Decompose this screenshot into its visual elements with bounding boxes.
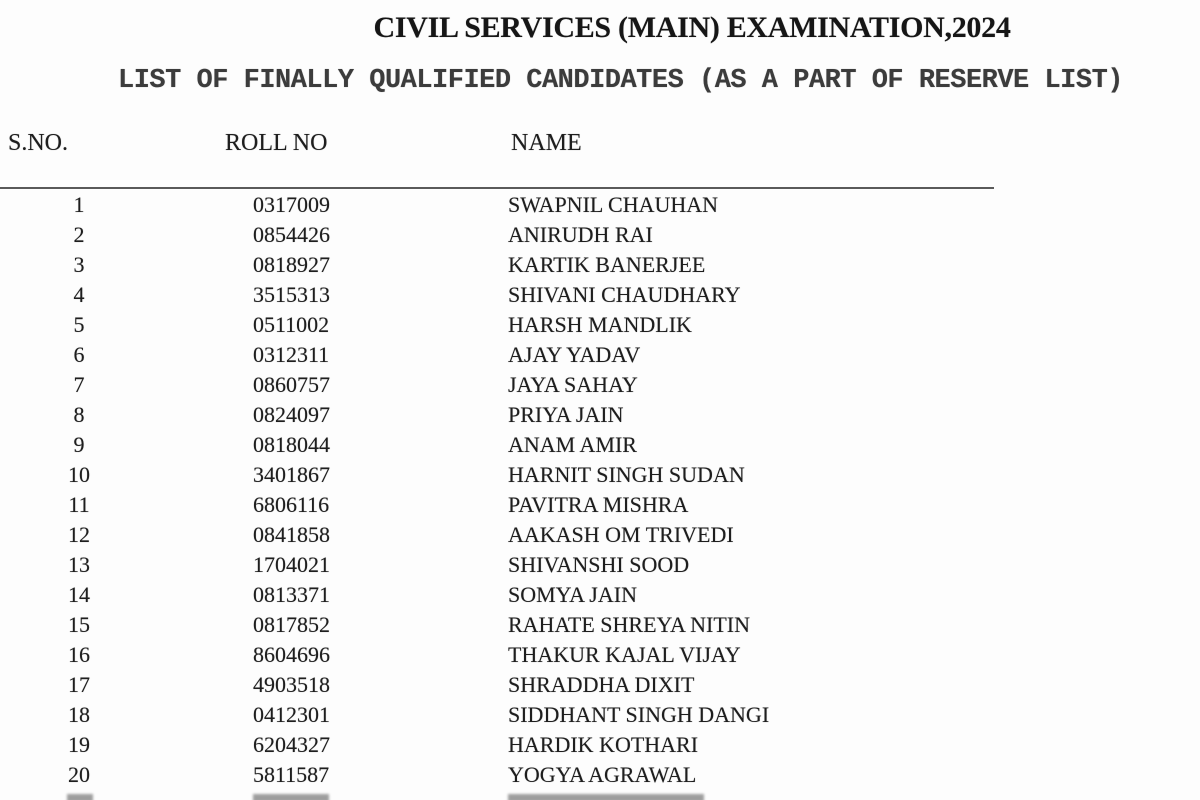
candidate-sno: 11 — [68, 492, 90, 517]
candidate-name: HARSH MANDLIK — [508, 312, 692, 337]
candidate-sno: 9 — [73, 432, 85, 457]
candidate-row — [0, 310, 1200, 340]
list-subtitle: LIST OF FINALLY QUALIFIED CANDIDATES (AS A PART OF RESERVE LIST) — [118, 66, 1123, 96]
candidate-row — [0, 430, 1200, 460]
candidate-sno: 17 — [68, 672, 90, 697]
candidate-sno: 6 — [73, 342, 85, 367]
candidate-roll: 0824097 — [253, 402, 330, 427]
candidate-sno: 1 — [73, 192, 85, 217]
candidate-roll: 0813371 — [253, 582, 330, 607]
candidate-name: JAYA SAHAY — [508, 372, 638, 397]
candidate-name: PAVITRA MISHRA — [508, 492, 689, 517]
candidate-name: KARTIK BANERJEE — [508, 252, 706, 277]
candidate-row — [0, 760, 1200, 790]
candidate-roll: 5811587 — [253, 762, 330, 787]
candidate-name: ANAM AMIR — [508, 432, 637, 457]
candidate-row — [0, 640, 1200, 670]
candidate-roll: 0818044 — [253, 432, 330, 457]
candidate-sno: 13 — [68, 552, 90, 577]
candidate-row — [0, 190, 1200, 220]
candidate-name: HARNIT SINGH SUDAN — [508, 462, 745, 487]
candidate-name: SHIVANI CHAUDHARY — [508, 282, 741, 307]
candidate-sno: 5 — [73, 312, 85, 337]
candidate-row — [0, 490, 1200, 520]
candidate-roll: 3515313 — [253, 282, 330, 307]
cutoff-name-remnant — [508, 794, 704, 800]
candidate-roll: 4903518 — [253, 672, 330, 697]
candidate-sno: 16 — [68, 642, 90, 667]
candidate-row — [0, 370, 1200, 400]
candidate-roll: 0511002 — [253, 312, 330, 337]
candidate-roll: 0312311 — [253, 342, 330, 367]
exam-title: CIVIL SERVICES (MAIN) EXAMINATION,2024 — [373, 11, 1011, 44]
candidate-roll: 0841858 — [253, 522, 330, 547]
candidate-roll: 0317009 — [253, 192, 330, 217]
candidate-row — [0, 400, 1200, 430]
candidate-row — [0, 700, 1200, 730]
candidate-sno: 4 — [73, 282, 85, 307]
candidate-sno: 7 — [73, 372, 85, 397]
candidate-name: SHIVANSHI SOOD — [508, 552, 690, 577]
candidate-roll: 3401867 — [253, 462, 330, 487]
candidate-sno: 15 — [68, 612, 90, 637]
candidate-name: SIDDHANT SINGH DANGI — [508, 702, 770, 727]
header-divider-line — [0, 187, 994, 189]
column-header-name: NAME — [511, 130, 582, 156]
candidate-name: ANIRUDH RAI — [508, 222, 653, 247]
candidate-sno: 12 — [68, 522, 90, 547]
candidate-roll: 0860757 — [253, 372, 330, 397]
candidate-name: SHRADDHA DIXIT — [508, 672, 695, 697]
candidate-name: SOMYA JAIN — [508, 582, 637, 607]
candidate-roll: 0818927 — [253, 252, 330, 277]
candidate-name: YOGYA AGRAWAL — [508, 762, 697, 787]
candidate-name: SWAPNIL CHAUHAN — [508, 192, 719, 217]
candidate-row — [0, 730, 1200, 760]
candidate-name: THAKUR KAJAL VIJAY — [508, 642, 741, 667]
candidate-list — [0, 190, 1200, 790]
candidate-name: RAHATE SHREYA NITIN — [508, 612, 750, 637]
candidate-row — [0, 610, 1200, 640]
candidate-name: PRIYA JAIN — [508, 402, 624, 427]
candidate-roll: 0412301 — [253, 702, 330, 727]
candidate-row — [0, 550, 1200, 580]
table-column-headers — [0, 130, 1200, 160]
candidate-row — [0, 250, 1200, 280]
candidate-name: AAKASH OM TRIVEDI — [508, 522, 734, 547]
candidate-row — [0, 520, 1200, 550]
candidate-row — [0, 340, 1200, 370]
column-header-roll: ROLL NO — [225, 130, 328, 156]
candidate-sno: 8 — [73, 402, 85, 427]
cutoff-roll-remnant — [253, 794, 329, 800]
candidate-sno: 18 — [68, 702, 90, 727]
candidate-roll: 0817852 — [253, 612, 330, 637]
candidate-name: HARDIK KOTHARI — [508, 732, 699, 757]
candidate-sno: 20 — [68, 762, 90, 787]
candidate-roll: 1704021 — [253, 552, 330, 577]
column-header-sno: S.NO. — [8, 130, 69, 156]
candidate-sno: 14 — [68, 582, 90, 607]
candidate-row — [0, 460, 1200, 490]
candidate-sno: 2 — [73, 222, 85, 247]
candidate-roll: 6204327 — [253, 732, 330, 757]
candidate-name: AJAY YADAV — [508, 342, 641, 367]
candidate-sno: 3 — [73, 252, 85, 277]
candidate-row — [0, 580, 1200, 610]
candidate-row — [0, 670, 1200, 700]
candidate-roll: 0854426 — [253, 222, 330, 247]
candidate-row — [0, 280, 1200, 310]
candidate-sno: 10 — [68, 462, 90, 487]
cutoff-sno-remnant — [67, 794, 93, 800]
candidate-row — [0, 220, 1200, 250]
candidate-roll: 8604696 — [253, 642, 330, 667]
candidate-roll: 6806116 — [253, 492, 330, 517]
candidate-sno: 19 — [68, 732, 90, 757]
